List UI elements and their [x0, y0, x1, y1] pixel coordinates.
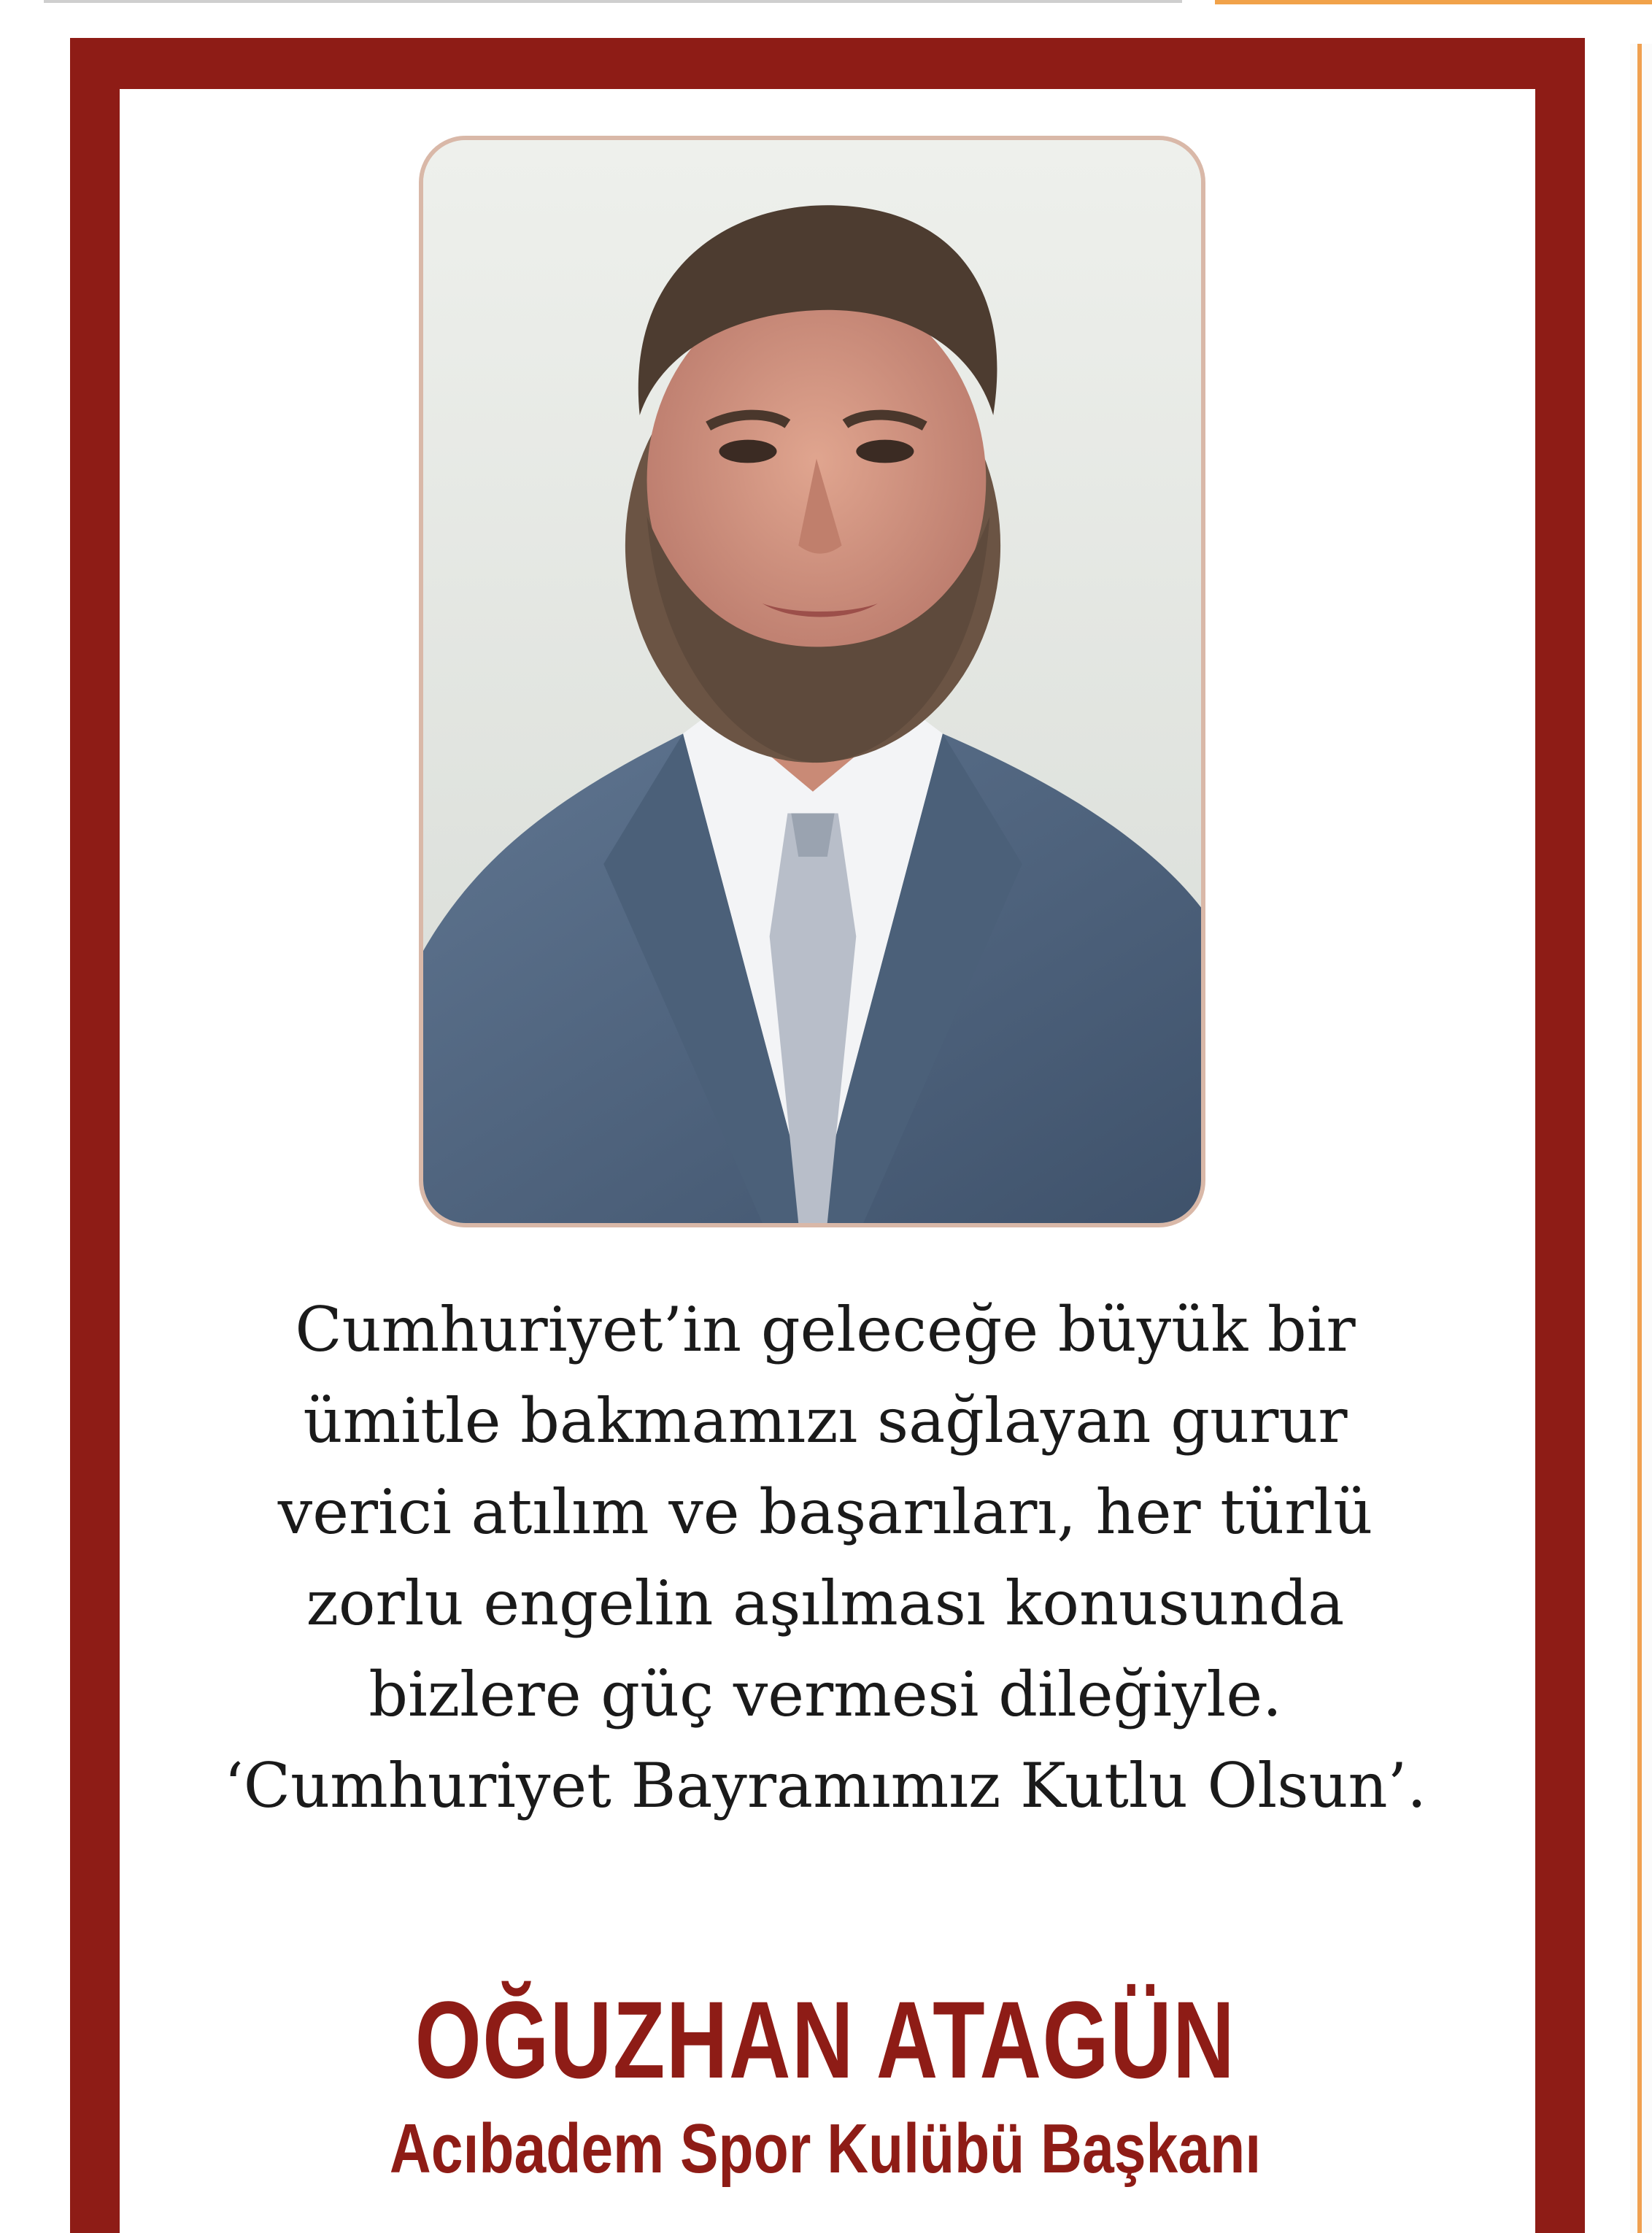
message-line: verici atılım ve başarıları, her türlü: [277, 1476, 1373, 1548]
message-line: bizlere güç vermesi dileğiyle.: [368, 1659, 1282, 1730]
message-line: ümitle bakmamızı sağlayan gurur: [303, 1385, 1348, 1457]
greeting-message: [146, 1284, 1505, 1832]
top-accent-rule: [1215, 0, 1652, 4]
adjacent-page-accent: [1637, 44, 1642, 2233]
signatory-name: OĞUZHAN ATAGÜN: [414, 1978, 1236, 2101]
message-line: Cumhuriyet’in geleceğe büyük bir: [295, 1294, 1356, 1365]
message-line: ‘Cumhuriyet Bayramımız Kutlu Olsun’.: [224, 1750, 1427, 1821]
portrait-photo: [419, 136, 1205, 1227]
message-line: zorlu engelin aşılması konusunda: [306, 1567, 1345, 1639]
top-rule: [44, 0, 1182, 3]
signatory-title: Acıbadem Spor Kulübü Başkanı: [389, 2110, 1262, 2188]
portrait-illustration: [423, 140, 1201, 1223]
